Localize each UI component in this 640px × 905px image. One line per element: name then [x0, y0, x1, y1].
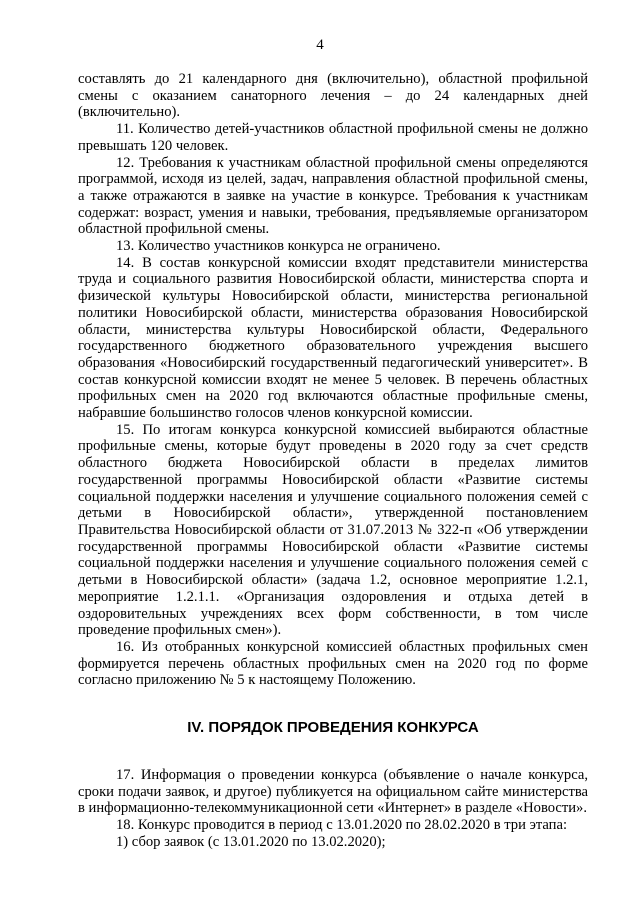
section-title: IV. ПОРЯДОК ПРОВЕДЕНИЯ КОНКУРСА — [187, 719, 479, 737]
paragraph-16: 16. Из отобранных конкурсной комиссией областных профильных смен формируется перечень областных профильных смен на 2020 год по форме согласно приложению № 5 к настоящему Положению. — [78, 638, 588, 689]
paragraph-17: 17. Информация о проведении конкурса (объявление о начале конкурса, сроки подачи заявок, и другое) публикуется на официальном сайте министерства в информационно-телекоммуникационной сети «Интернет» в разделе «Новости». — [78, 767, 588, 817]
list-item-1: 1) сбор заявок (с 13.01.2020 по 13.02.2020); — [116, 833, 386, 850]
paragraph-11: 11. Количество детей-участников областной профильной смены не должно превышать 120 человек. — [78, 121, 588, 154]
document-body — [78, 71, 588, 851]
paragraph-continuation: составлять до 21 календарного дня (включительно), областной профильной смены с оказанием санаторного лечения – до 24 календарных дней (включительно). — [78, 71, 588, 121]
paragraph-14: 14. В состав конкурсной комиссии входят представители министерства труда и социального развития Новосибирской области, министерства спорта и физической культуры Новосибирской области, министерства региональной политики Новосибирской области, министерства образования Новосибирской области, министерства культуры Новосибирской области, Федерального государственного бюджетного образовательного учреждения высшего образования «Новосибирский государственный педагогический университет». В состав конкурсной комиссии входят не менее 5 человек. В перечень областных профильных смен на 2020 год включаются областные профильные смены, набравшие большинство голосов членов конкурсной комиссии. — [78, 254, 588, 422]
paragraph-13: 13. Количество участников конкурса не ограничено. — [116, 238, 441, 255]
page-number: 4 — [316, 37, 324, 53]
paragraph-15: 15. По итогам конкурса конкурсной комиссией выбираются областные профильные смены, которые будут проведены в 2020 году за счет средств областного бюджета Новосибирской области в пределах лимитов государственной программы Новосибирской области «Развитие системы социальной поддержки населения и улучшение социального положения семей с детьми в Новосибирской области», утвержденной постановлением Правительства Новосибирской области от 31.07.2013 № 322-п «Об утверждении государственной программы Новосибирской области «Развитие системы социальной поддержки населения и улучшение социального положения семей с детьми в Новосибирской области» (задача 1.2, основное мероприятие 1.2.1, мероприятие 1.2.1.1. «Организация оздоровления и отдыха детей в оздоровительных учреждениях всех форм собственности, в том числе проведение профильных смен»). — [78, 421, 588, 639]
paragraph-12: 12. Требования к участникам областной профильной смены определяются программой, исходя из целей, задач, направления областной профильной смены, а также отражаются в заявке на участие в конкурсе. Требования к участникам содержат: возраст, умения и навыки, требования, предъявляемые организатором областной профильной смены. — [78, 154, 588, 238]
paragraph-18: 18. Конкурс проводится в период с 13.01.2020 по 28.02.2020 в три этапа: — [116, 817, 568, 834]
